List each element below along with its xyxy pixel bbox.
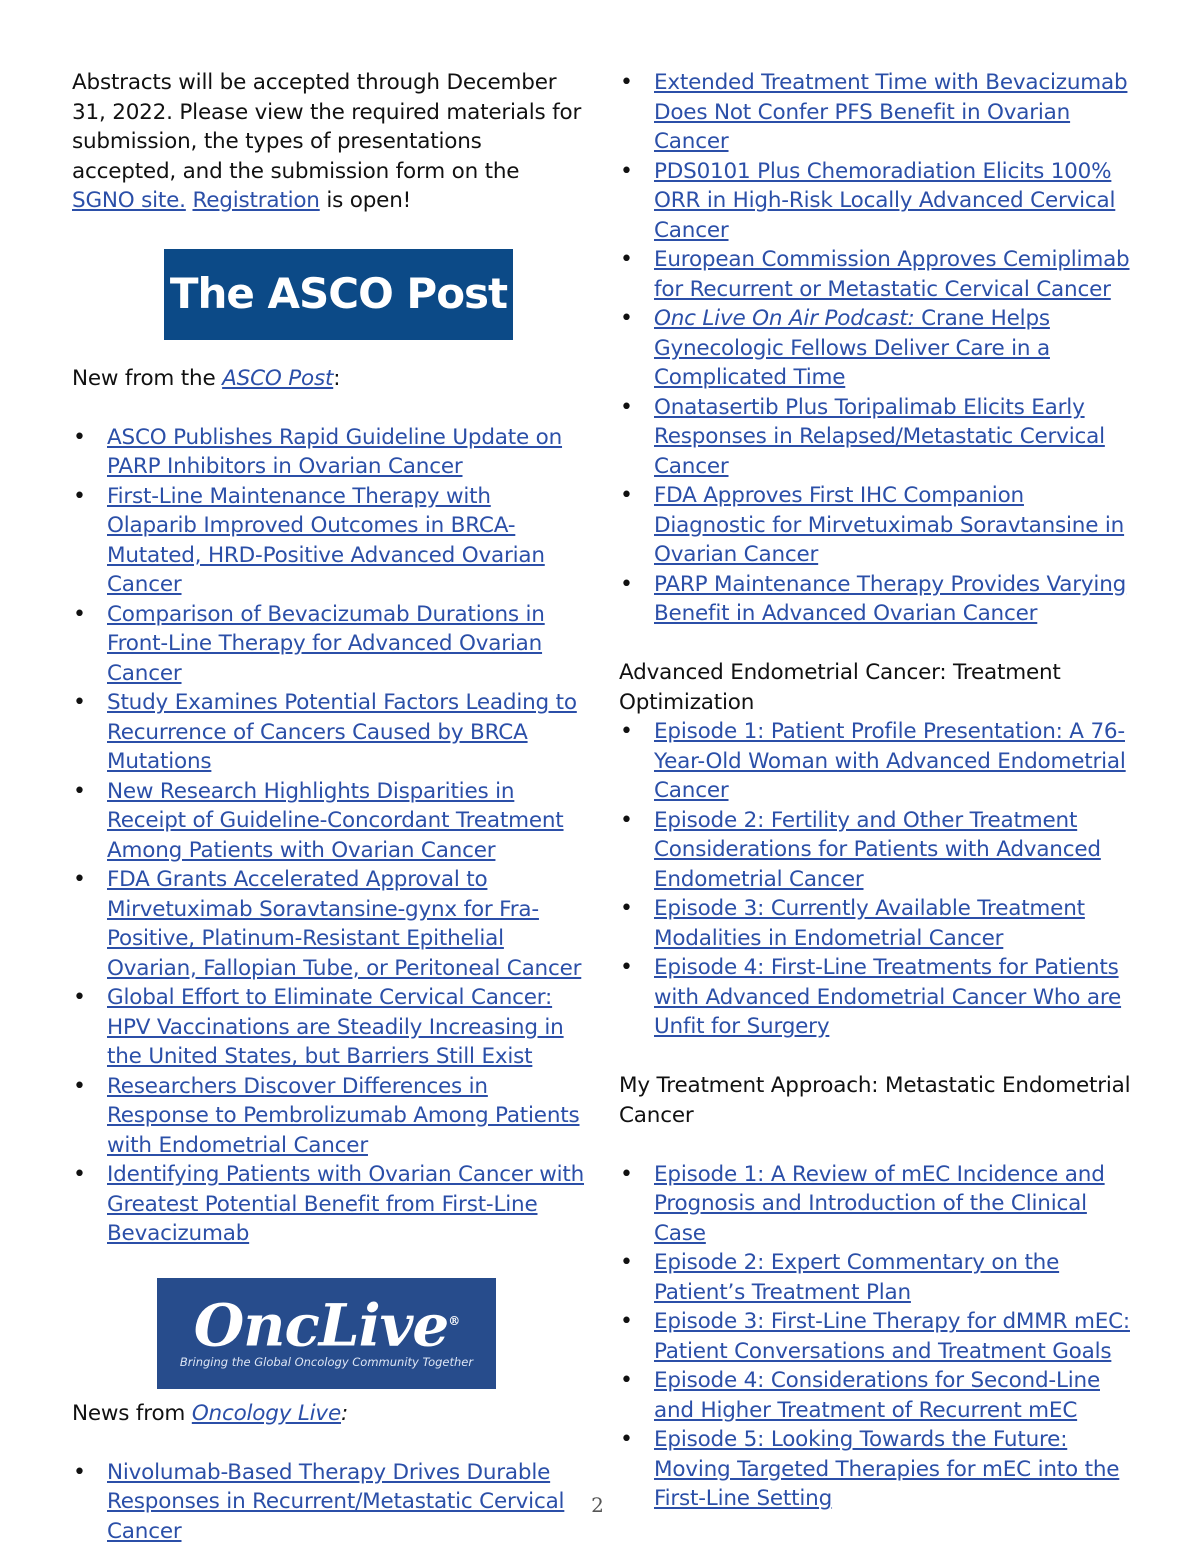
episode-link[interactable]: Episode 4: First-Line Treatments for Patients with Advanced Endometrial Cancer Who are Unfit for Surgery [654, 955, 1122, 1039]
list-item [619, 1366, 1139, 1425]
metastatic-endometrial-heading: My Treatment Approach: Metastatic Endometrial Cancer [619, 1073, 1131, 1128]
article-link[interactable]: FDA Approves First IHC Companion Diagnostic for Mirvetuximab Soravtansine in Ovarian Cancer [654, 483, 1125, 567]
episode-link[interactable]: Episode 1: A Review of mEC Incidence and Prognosis and Introduction of the Clinical Case [654, 1161, 1105, 1246]
endometrial-optimization-list [619, 717, 1139, 1042]
article-link[interactable]: Study Examines Potential Factors Leading to Recurrence of Cancers Caused by BRCA Mutations [107, 690, 577, 774]
article-link[interactable]: Onatasertib Plus Toripalimab Elicits Early Responses in Relapsed/Metastatic Cervical Cancer [654, 394, 1105, 479]
podcast-episode[interactable]: Crane Helps Gynecologic Fellows Deliver Care in a Complicated Time [654, 306, 1050, 390]
list-item [619, 953, 1139, 1042]
onclive-word-onc: Onc [193, 1291, 319, 1360]
list-item [619, 570, 1139, 629]
left-column [72, 68, 587, 1546]
onclive-tagline: Bringing the Global Oncology Community Together [179, 1355, 474, 1370]
endometrial-optimization-heading: Advanced Endometrial Cancer: Treatment Optimization [619, 660, 1061, 715]
article-link[interactable]: PDS0101 Plus Chemoradiation Elicits 100% ORR in High-Risk Locally Advanced Cervical Cancer [654, 158, 1116, 243]
article-link[interactable]: Global Effort to Eliminate Cervical Cancer: HPV Vaccinations are Steadily Increasing in the United States, but Barriers Still Exist [107, 985, 564, 1069]
article-link[interactable]: Researchers Discover Differences in Response to Pembrolizumab Among Patients with Endometrial Cancer [107, 1073, 580, 1158]
intro-text: Abstracts will be accepted through December 31, 2022. Please view the required materials for submission, the types of presentations accepted, and the submission form on the [72, 70, 582, 184]
list-item [619, 1160, 1139, 1249]
podcast-link[interactable] [654, 306, 1050, 390]
list-item [619, 393, 1139, 482]
registration-link[interactable]: Registration [192, 188, 320, 213]
onclive-heading-suffix: : [340, 1400, 349, 1426]
page-number: 2 [591, 1493, 604, 1517]
article-link[interactable]: First-Line Maintenance Therapy with Olaparib Improved Outcomes in BRCA-Mutated, HRD-Positive Advanced Ovarian Cancer [107, 483, 545, 597]
list-item [72, 1160, 587, 1249]
asco-heading-prefix: New from the [72, 365, 223, 391]
episode-link[interactable]: Episode 3: First-Line Therapy for dMMR mEC: Patient Conversations and Treatment Goals [654, 1309, 1130, 1364]
intro-text-after: is open! [319, 188, 412, 213]
article-link[interactable]: Identifying Patients with Ovarian Cancer with Greatest Potential Benefit from First-Line Bevacizumab [107, 1162, 585, 1246]
metastatic-endometrial-list [619, 1160, 1139, 1514]
podcast-title[interactable]: Onc Live On Air Podcast: [654, 306, 915, 331]
list-item [72, 1072, 587, 1161]
list-item [619, 304, 1139, 393]
asco-heading-suffix: : [333, 365, 341, 391]
list-item [619, 717, 1139, 806]
asco-post-logo-text: The ASCO Post [169, 269, 508, 319]
onclive-logo [157, 1278, 496, 1389]
article-link[interactable]: Comparison of Bevacizumab Durations in Front-Line Therapy for Advanced Ovarian Cancer [107, 601, 545, 686]
onclive-word-live: Live [318, 1291, 449, 1360]
right-column [619, 68, 1139, 1514]
article-link[interactable]: Extended Treatment Time with Bevacizumab Does Not Confer PFS Benefit in Ovarian Cancer [654, 70, 1128, 154]
episode-link[interactable]: Episode 5: Looking Towards the Future: Moving Targeted Therapies for mEC into the First-Line Setting [654, 1427, 1120, 1511]
article-link[interactable]: FDA Grants Accelerated Approval to Mirvetuximab Soravtansine-gynx for Fra-Positive, Platinum-Resistant Epithelial Ovarian, Fallopian Tube, or Peritoneal Cancer [107, 867, 582, 981]
article-link[interactable]: PARP Maintenance Therapy Provides Varying Benefit in Advanced Ovarian Cancer [654, 571, 1127, 626]
list-item [72, 865, 587, 983]
list-item [619, 894, 1139, 953]
list-item [619, 1248, 1139, 1307]
registered-mark: ® [448, 1313, 460, 1328]
article-link[interactable]: New Research Highlights Disparities in Receipt of Guideline-Concordant Treatment Among Patients with Ovarian Cancer [107, 778, 564, 863]
intro-paragraph [72, 68, 587, 216]
article-link[interactable]: ASCO Publishes Rapid Guideline Update on PARP Inhibitors in Ovarian Cancer [107, 424, 563, 479]
list-item [72, 777, 587, 866]
list-item [72, 688, 587, 777]
oncology-live-link-text[interactable]: Oncology Live [191, 1400, 341, 1426]
oncology-live-link[interactable] [192, 1401, 341, 1426]
article-link[interactable]: Nivolumab-Based Therapy Drives Durable Responses in Recurrent/Metastatic Cervical Cancer [107, 1459, 565, 1544]
onclive-section-heading [72, 1399, 587, 1429]
asco-section-heading [72, 364, 587, 394]
onclive-heading-prefix: News from [72, 1400, 192, 1426]
asco-post-link[interactable] [222, 366, 333, 391]
asco-article-list [72, 423, 587, 1249]
list-item [619, 481, 1139, 570]
sgno-site-link[interactable]: SGNO site. [72, 188, 186, 213]
article-link[interactable]: European Commission Approves Cemiplimab for Recurrent or Metastatic Cervical Cancer [654, 247, 1130, 302]
asco-post-link-text[interactable]: ASCO Post [222, 365, 334, 391]
list-item [72, 482, 587, 600]
episode-link[interactable]: Episode 3: Currently Available Treatment Modalities in Endometrial Cancer [654, 896, 1085, 951]
list-item [619, 1307, 1139, 1366]
list-item [72, 983, 587, 1072]
onclive-article-list-right [619, 68, 1139, 629]
list-item [72, 600, 587, 689]
list-item [619, 157, 1139, 246]
list-item [72, 423, 587, 482]
list-item [619, 806, 1139, 895]
episode-link[interactable]: Episode 4: Considerations for Second-Line and Higher Treatment of Recurrent mEC [654, 1368, 1100, 1423]
onclive-wordmark [193, 1291, 460, 1360]
list-item [619, 68, 1139, 157]
asco-post-logo [164, 249, 513, 340]
episode-link[interactable]: Episode 1: Patient Profile Presentation: A 76-Year-Old Woman with Advanced Endometrial Cancer [654, 719, 1126, 803]
episode-link[interactable]: Episode 2: Expert Commentary on the Patient’s Treatment Plan [654, 1250, 1060, 1305]
episode-link[interactable]: Episode 2: Fertility and Other Treatment Considerations for Patients with Advanced Endometrial Cancer [654, 807, 1101, 892]
list-item [619, 245, 1139, 304]
